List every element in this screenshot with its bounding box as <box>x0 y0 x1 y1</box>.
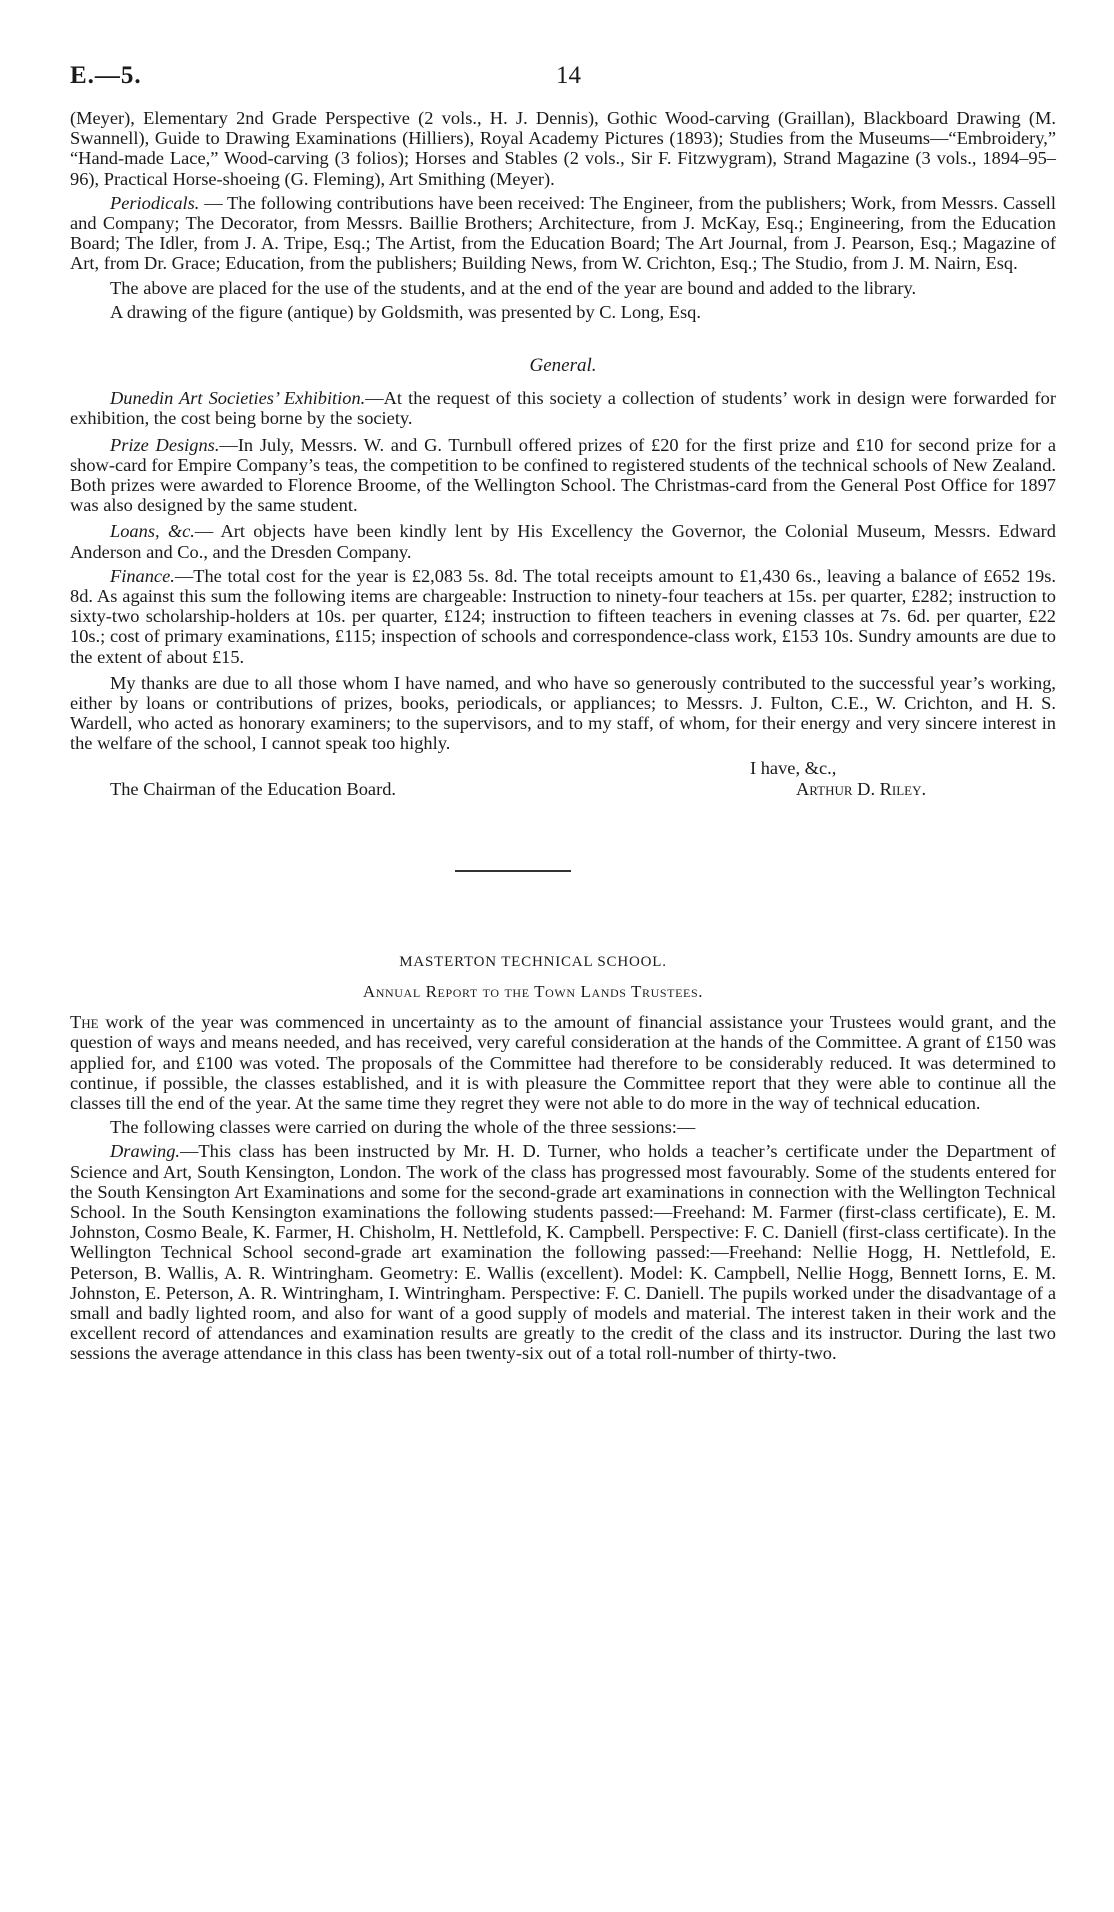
periodicals-heading: Periodicals. <box>110 192 200 213</box>
masterton-subtitle: Annual Report to the Town Lands Trustees. <box>362 981 704 1001</box>
classes-intro: The following classes were carried on during the whole of the three sessions:— <box>110 1117 696 1138</box>
periodicals-text: — The following contributions have been received: The Engineer, from the publishers; Work, from Messrs. Cassell and Company; The Decorator, from Messrs. Baillie Brothers; Architecture, from J. McKay, Esq.; Engineering, from the Education Board; The Idler, from J. A. Tripe, Esq.; The Artist, from the Education Board; The Art Journal, from J. Pearson, Esq.; Magazine of Art, from Dr. Grace; Education, from the publishers; Building News, from W. Crichton, Esq.; The Studio, from J. M. Nairn, Esq. <box>70 192 1056 274</box>
loans-heading: Loans, &c. <box>110 521 195 542</box>
loans-text: — Art objects have been kindly lent by His Excellency the Governor, the Colonial Museum, Messrs. Edward Anderson and Co., and the Dresden Company. <box>70 521 1056 562</box>
signoff <box>70 758 1056 802</box>
body-text <box>70 108 1056 1364</box>
section-divider <box>455 870 571 872</box>
prize-paragraph <box>70 435 1056 516</box>
prize-text: —In July, Messrs. W. and G. Turnbull offered prizes of £20 for the first prize and £10 for second prize for a show-card for Empire Company’s teas, the competition to be confined to registered students of the technical schools of New Zealand. Both prizes were awarded to Florence Broome, of the Wellington School. The Christmas-card from the General Post Office for 1897 was also designed by the same student. <box>70 434 1056 516</box>
closing-line: I have, &c., <box>750 757 837 778</box>
drawing-heading: Drawing. <box>110 1141 180 1162</box>
series-label: E.—5. <box>70 62 142 89</box>
signature: Arthur D. Riley. <box>796 778 927 799</box>
opening-word: The <box>70 1012 99 1033</box>
finance-heading: Finance. <box>110 565 175 586</box>
dunedin-text: —At the request of this society a collection of students’ work in design were forwarded for exhibition, the cost being borne by the society. <box>70 388 1056 429</box>
drawing-paragraph <box>70 1141 1056 1363</box>
placed-paragraph: The above are placed for the use of the students, and at the end of the year are bound and added to the library. <box>110 277 917 298</box>
dunedin-paragraph <box>70 388 1056 428</box>
loans-paragraph <box>70 521 1056 561</box>
library-continuation: (Meyer), Elementary 2nd Grade Perspective (2 vols., H. J. Dennis), Gothic Wood-carving (Graillan), Blackboard Drawing (M. Swannell), Guide to Drawing Examinations (Hilliers), Royal Academy Pictures (1893); Studies from the Museums—“Embroidery,” “Hand-made Lace,” Wood-carving (3 folios); Horses and Stables (2 vols., Sir F. Fitzwygram), Strand Magazine (3 vols., 1894–95–96), Practical Horse-shoeing (G. Fleming), Art Smithing (Meyer). <box>70 108 1056 189</box>
periodicals-paragraph <box>70 193 1056 274</box>
finance-paragraph <box>70 566 1056 667</box>
running-head <box>70 58 1056 98</box>
drawing-text: —This class has been instructed by Mr. H. D. Turner, who holds a teacher’s certificate under the Department of Science and Art, South Kensington, London. The work of the class has progressed most favourably. Some of the students entered for the South Kensington Art Examinations and some for the second-grade art examinations in connection with the Wellington Technical School. In the South Kensington examinations the following students passed:—Freehand: M. Farmer (first-class certificate), E. M. Johnston, Cosmo Beale, K. Farmer, H. Chisholm, H. Nettlefold, K. Campbell. Perspective: F. C. Daniell (first-class certificate). In the Wellington Technical School second-grade art examination the following passed:—Freehand: Nellie Hogg, H. Nettlefold, E. Peterson, B. Wallis, A. R. Wintringham. Geometry: E. Wallis (excellent). Model: K. Campbell, Nellie Hogg, Bennett Iorns, E. M. Johnston, E. Peterson, A. R. Wintringham, I. Wintringham. Perspective: F. C. Daniell. The pupils worked under the disadvantage of a small and badly lighted room, and also for want of a good supply of models and material. The interest taken in their work and the excellent record of attendances and examination results are greatly to the credit of the class and its instructor. During the last two sessions the average attendance in this class has been twenty-six out of a total roll-number of thirty-two. <box>70 1141 1056 1364</box>
page-number: 14 <box>556 62 581 89</box>
general-heading: General. <box>529 355 597 377</box>
masterton-intro-paragraph <box>70 1012 1056 1113</box>
masterton-intro-text: work of the year was commenced in uncertainty as to the amount of financial assistance your Trustees would grant, and the question of ways and means needed, and has received, very careful consideration at the hands of the Committee. A grant of £150 was applied for, and £100 was voted. The proposals of the Committee had therefore to be considerably reduced. It was determined to continue, if possible, the classes established, and it is with pleasure the Committee report that they were able to continue all the classes till the end of the year. At the same time they regret they were not able to do more in the way of technical education. <box>70 1012 1056 1113</box>
drawing-presented-paragraph: A drawing of the figure (antique) by Goldsmith, was presented by C. Long, Esq. <box>110 301 701 322</box>
finance-text: —The total cost for the year is £2,083 5s. 8d. The total receipts amount to £1,430 6s., leaving a balance of £652 19s. 8d. As against this sum the following items are chargeable: Instruction to ninety-four teachers at 15s. per quarter, £282; instruction to sixty-two scholarship-holders at 10s. per quarter, £124; instruction to fifteen teachers in evening classes at 7s. 6d. per quarter, £22 10s.; cost of primary examinations, £115; inspection of schools and correspondence-class work, £153 10s. Sundry amounts are due to the extent of about £15. <box>70 565 1056 667</box>
document-page <box>70 58 1056 1368</box>
thanks-paragraph: My thanks are due to all those whom I have named, and who have so generously contributed to the successful year’s working, either by loans or contributions of prizes, books, periodicals, or appliances; to Messrs. J. Fulton, C.E., W. Crichton, and H. S. Wardell, who acted as honorary examiners; to the supervisors, and to my staff, of whom, for their energy and very sincere interest in the welfare of the school, I cannot speak too highly. <box>70 672 1056 754</box>
recipient-line: The Chairman of the Education Board. <box>110 778 396 799</box>
dunedin-heading: Dunedin Art Societies’ Exhibition. <box>110 388 366 409</box>
masterton-title: MASTERTON TECHNICAL SCHOOL. <box>399 953 667 970</box>
prize-heading: Prize Designs. <box>110 434 220 455</box>
